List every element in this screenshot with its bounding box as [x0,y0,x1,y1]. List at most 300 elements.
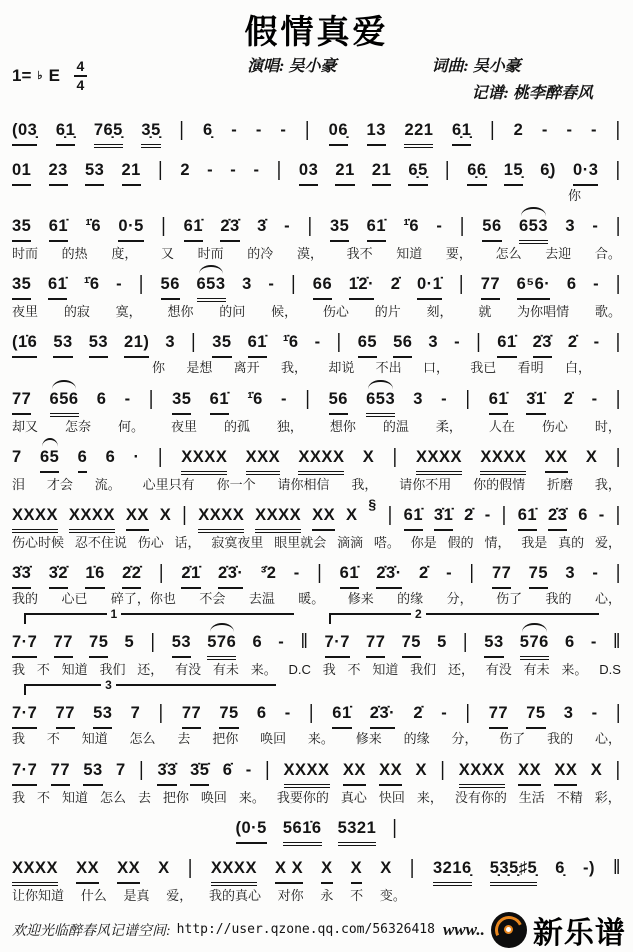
note-token: XXXX [69,504,115,533]
lyric-group: 我， [351,476,378,492]
note-token: 53 [93,702,112,729]
lyric-group: 怎奈 [64,418,91,434]
lyric-group: 分， [446,591,473,607]
lyric-group: 我 [12,662,26,678]
barline: | [462,629,469,653]
note-token: 2̇ [464,505,474,524]
note-token: X [321,857,333,884]
score-system [12,751,621,806]
lyric-group: 的缘 [397,591,424,607]
note-token: 1̇6 [85,562,104,589]
lyric-group: 伤了 [496,591,523,607]
note-token: 3̇3̇ [157,759,176,786]
note-token: XXXX [480,446,526,475]
lyric-group: 碎了，你也 [110,591,176,607]
score-system [12,151,621,204]
lyric-group: 有未 [212,662,239,678]
lyric-group: 修来 [347,591,374,607]
barline: | [476,329,482,353]
barline: | [444,157,451,181]
lyric-group: 不会 [199,591,226,607]
note-token: 0·3 [573,159,598,186]
barline: | [409,855,415,879]
barline: ‖ [612,855,621,879]
note-token: - [541,121,548,139]
header-meta [12,53,621,103]
note-token: 65 [358,331,377,358]
note-token: 656 [50,388,79,417]
volta-label: 3 [101,677,116,694]
note-token: 15̣ [504,159,523,186]
lyric-group: 伤心 [322,304,349,320]
lyric-group: 不 [347,662,361,678]
note-token: 2̇ [419,564,429,583]
lyric-group: 怎么 [495,246,522,262]
barline: | [307,213,313,237]
lyric-group: 白， [564,360,591,376]
note-token: - [441,389,448,408]
lyric-group: 度， [111,246,138,262]
note-token: 3 [563,704,574,723]
barline: | [615,329,621,353]
score-system [12,554,621,607]
score-system [12,380,621,435]
note-token: - [436,217,443,236]
lyric-group: 寞， [115,304,142,320]
lyric-group: 想你 [167,304,194,320]
note-token: - [284,217,291,236]
note-token: 576 [207,631,236,660]
note-token: - [231,121,238,139]
lyric-group: 知道 [396,246,423,262]
lyric-group: 永 [320,887,334,903]
note-token: 77 [56,702,75,729]
note-token: XXXX [284,759,330,788]
lyric-group: 人在 [488,418,515,434]
lyric-group: 请你相信 [277,476,330,492]
lyric-group: 你一个 [216,476,256,492]
lyric-group: 伤了 [499,731,526,747]
lyric-group: 你的假情 [473,476,526,492]
note-token: 21 [335,159,354,186]
note-token: · [133,447,140,466]
note-token: 77 [366,631,385,658]
note-token: 3̇1̇ [526,388,545,415]
note-token: XXXX [12,857,58,886]
note-token: 21) [124,331,149,358]
lyric-group: 就 [478,304,492,320]
note-token: - [590,633,597,652]
note-token: ¹̇6 [83,275,100,294]
note-token: 53 [53,331,72,358]
lyric-group: 你 [567,187,581,203]
score-system [12,678,621,747]
note-token: 7 [12,447,22,466]
lyric-group: 知道 [81,731,108,747]
lyric-group: 心， [594,731,621,747]
lyric-group: 生活 [518,789,545,805]
note-token: - [230,160,237,179]
barline: | [465,386,471,410]
note-token: 6 [256,704,267,723]
note-token: 6 [96,389,107,408]
note-token: 56 [393,331,412,358]
barline: | [148,386,154,410]
lyric-group: 让你知道 [12,887,65,903]
lyric-group: 不 [36,789,50,805]
note-token: - [314,333,321,352]
vinyl-record-icon [491,912,527,948]
note-token: XXXX [255,504,301,533]
barline: | [138,271,144,295]
note-token: 7·7 [325,631,350,658]
note-token: 56 [329,388,348,415]
lyric-group: 伤心时候 [12,534,65,550]
lyric-group: 我 [12,789,26,805]
lyric-group: 有未 [523,662,550,678]
key-prefix: 1= [12,65,32,85]
watermark-www: www.. [442,919,485,939]
note-token: -) [582,858,595,877]
song-title: 假情真爱 [244,15,389,51]
note-token: 75 [526,702,545,729]
note-token: ¹̇6 [403,217,420,236]
barline: | [305,386,311,410]
note-token: 6̣) [540,160,556,179]
note-token: 221 [404,119,433,148]
lyric-group: 怎么 [129,731,156,747]
note-token: 3 [242,275,252,294]
note-token: 77 [12,388,31,415]
note-token: 35 [172,388,191,415]
note-token: 23 [49,159,68,186]
note-token: XX [545,446,568,473]
note-token: 77 [492,562,511,589]
note-token: 0·5 [118,215,143,242]
barline: | [392,444,398,468]
note-token: 3̇5̇ [190,759,209,786]
note-token: ¹̇6 [282,333,299,352]
note-token: 6̣ [203,121,213,139]
barline: | [336,329,342,353]
meter-numerator: 4 [76,58,85,74]
note-token: 6 [252,633,263,652]
note-token: 03 [299,159,318,186]
lyric-group: 折磨 [547,476,574,492]
lyric-group: 独， [276,418,303,434]
lyric-group: 我们 [99,662,126,678]
note-token: 1̇2̇· [349,273,374,300]
lyric-group: 把你 [212,731,239,747]
barline: | [158,700,164,724]
note-token: 3 [413,389,423,408]
barline: | [615,117,621,141]
lyric-group: 话， [174,534,201,550]
note-token: - [280,121,287,139]
lyric-group: 什么 [80,887,107,903]
note-token: 2̇3̇· [376,562,401,589]
lyric-group: 寂寞夜里 [211,534,264,550]
note-token: X [158,858,170,877]
promo-text: 欢迎光临醉春风记谱空间: [12,923,171,939]
lyric-group: 刻， [426,304,453,320]
barline: | [187,855,193,879]
score-system [12,809,621,846]
note-token: 61̇ [332,702,351,729]
note-token: - [293,564,300,583]
note-token: 2̇2̇ [122,562,141,589]
meter-denominator: 4 [76,77,85,93]
lyric-group: 嗒。 [373,534,400,550]
note-token: (1̇6 [12,331,37,358]
flat-icon: ♭ [37,70,43,82]
note-token: X [362,447,375,466]
note-token: - [566,121,573,139]
lyric-group: 的寂 [63,304,90,320]
lyric-group: 心已 [61,591,88,607]
note-token: - [284,704,291,723]
barline: | [157,444,164,468]
lyric-group: 想你 [329,418,356,434]
note-token: 6 [564,633,575,652]
lyric-group: 的冷 [247,246,274,262]
note-token: 13 [367,119,386,146]
barline: ‖ [300,629,309,653]
lyric-group: 我已 [470,360,497,376]
note-token: 53 [484,631,503,658]
note-token: (0·5 [236,817,267,844]
lyric-group: 心， [594,591,621,607]
note-token: 61̇ [489,388,508,415]
note-token: 61̇ [48,273,67,300]
note-token: 5̣3̣5̣♯5̣ [490,857,537,886]
lyric-group: 的孤 [223,418,250,434]
note-token: 61̇ [184,215,203,242]
barline: | [615,502,621,526]
note-token: 3̇3̇ [12,562,31,589]
note-token: 21 [122,159,141,186]
note-token: X X [275,857,303,884]
lyric-group: 去温 [248,591,275,607]
volta-bracket [24,607,294,624]
composer-credit: 词曲: 吴小豪 [431,58,521,75]
note-token: 61̇ [49,215,68,242]
note-token: 6̣1̣ [56,119,75,146]
note-token: 56 [161,273,180,300]
note-token: XXXX [181,446,227,475]
note-token: 77 [182,702,201,729]
note-token: XXXX [211,857,257,886]
lyric-group: 的温 [382,418,409,434]
note-token: 6̣ [555,858,565,877]
lyric-group: 的缘 [403,731,430,747]
note-token: 3 [565,564,576,583]
lyric-group: 口， [422,360,449,376]
lyric-group: 真心 [340,789,367,805]
barline: | [615,271,621,295]
volta-label: 1 [107,606,122,623]
lyric-group: 何。 [117,418,144,434]
barline: | [615,700,621,724]
note-token: - [593,333,600,352]
time-signature [74,59,87,92]
note-token: XXXX [198,504,244,533]
barline: | [276,157,282,181]
note-token: X [585,447,598,466]
lyric-group: D.C [288,662,311,678]
barline: | [182,502,188,526]
note-token: 61̇ [340,562,359,589]
note-token: 2̇3̇· [370,702,395,729]
note-token: - [598,505,605,524]
lyric-group: 眼里就会 [274,534,327,550]
lyric-group: 我要你的 [276,789,329,805]
notator-credit: 记谱: 桃李醉春风 [471,85,593,102]
key-tonic: E [48,65,60,85]
lyric-group: 时， [594,418,621,434]
note-token: 2̇ [563,389,574,408]
lyric-group: 去迎 [545,246,572,262]
note-token: 3 [565,217,576,236]
lyric-group: 快回 [378,789,405,805]
note-token: X [415,760,427,779]
lyric-group: 滴滴 [337,534,364,550]
barline: | [615,213,621,237]
note-token: XXXX [12,504,58,533]
lyric-group: 伤心 [541,418,568,434]
lyric-group: 是想 [186,360,213,376]
note-token: 77 [481,273,500,300]
note-token: 3̇1̇ [434,504,453,531]
note-token: X [590,760,603,779]
note-token: 653 [519,215,548,244]
score [12,111,621,904]
lyric-group: 又 [160,246,174,262]
note-token: 35 [12,215,31,242]
footer [12,908,626,952]
note-token: 653 [366,388,395,417]
lyric-group: 夜里 [170,418,197,434]
note-token: 75 [402,631,421,658]
note-token: XX [312,504,335,531]
barline: | [469,560,475,584]
note-token: 2̇ [567,333,578,352]
note-token: 2̇ [390,275,401,294]
note-token: - [592,217,599,236]
note-token: 53 [83,759,102,786]
note-token: - [124,389,131,408]
segno-mark: § [368,495,377,512]
note-token: 53 [89,331,108,358]
lyric-group: 还， [447,662,474,678]
note-token: 53 [172,631,191,658]
note-token: 21 [372,159,391,186]
note-token: 61̇ [210,388,229,415]
note-token: - [116,275,123,294]
note-token: 2̇3̇· [218,562,243,589]
lyric-group: 把你 [162,789,189,805]
note-token: 3̇ [257,217,267,236]
note-token: X [345,505,358,524]
note-token: 77 [489,702,508,729]
note-token: XX [76,857,99,884]
lyric-group: 爱， [166,887,193,903]
lyric-group: 来， [416,789,443,805]
note-token: 7·7 [12,702,37,729]
note-token: 2̇1̇ [181,562,200,589]
note-token: X [159,505,172,524]
note-token: 61̇ [248,331,267,358]
note-token: XXXX [416,446,462,475]
lyric-group: 为你唱情 [517,304,570,320]
note-token: 5 [124,633,135,652]
site-logo-text: 新乐谱 [532,916,626,950]
barline: | [138,757,145,781]
lyric-group: 变。 [379,887,406,903]
credits [87,53,621,103]
barline: | [387,502,393,526]
note-token: 6 [78,446,88,473]
note-token: 7·7 [12,631,37,658]
lyric-group: 不出 [375,360,402,376]
barline: | [150,629,156,653]
lyric-group: 你 [152,360,166,376]
lyric-group: 却又 [12,418,39,434]
barline: | [308,700,315,724]
barline: | [501,502,507,526]
note-token: 35 [212,331,231,358]
note-token: 0·1̇ [417,273,442,300]
score-system [12,111,621,148]
barline: | [191,329,197,353]
score-system [12,323,621,376]
lyric-group: 忍不住说 [74,534,127,550]
barline: | [465,700,471,724]
lyric-group: 是真 [123,887,150,903]
barline: | [304,117,311,141]
lyric-group: 我的真心 [208,887,261,903]
barline: | [317,560,323,584]
volta-bracket [329,607,599,624]
lyric-group: 没有你的 [454,789,507,805]
barline: | [161,213,167,237]
note-token: 6̇ [222,760,233,779]
note-token: XXX [246,446,281,475]
lyric-group: 知道 [61,789,88,805]
note-token: 75 [529,562,548,589]
barline: | [265,757,271,781]
lyric-group: 对你 [277,887,304,903]
barline: | [489,117,496,141]
barline: | [291,271,297,295]
note-token: 7 [130,704,141,723]
score-system [12,607,621,678]
lyric-group: 我 [12,731,26,747]
note-token: - [255,121,262,139]
lyric-group: 漠， [296,246,323,262]
lyric-group: 知道 [61,662,88,678]
volta-bracket [24,678,276,695]
note-token: XX [343,759,366,786]
note-token: 653 [197,273,226,302]
lyric-group: 夜里 [12,304,39,320]
note-token: 6̣5̣ [408,159,427,186]
lyric-group: 我， [594,476,621,492]
note-token: XX [379,759,402,786]
note-token: 06̣ [329,119,348,146]
barline: | [615,386,621,410]
lyric-group: 不 [350,887,364,903]
